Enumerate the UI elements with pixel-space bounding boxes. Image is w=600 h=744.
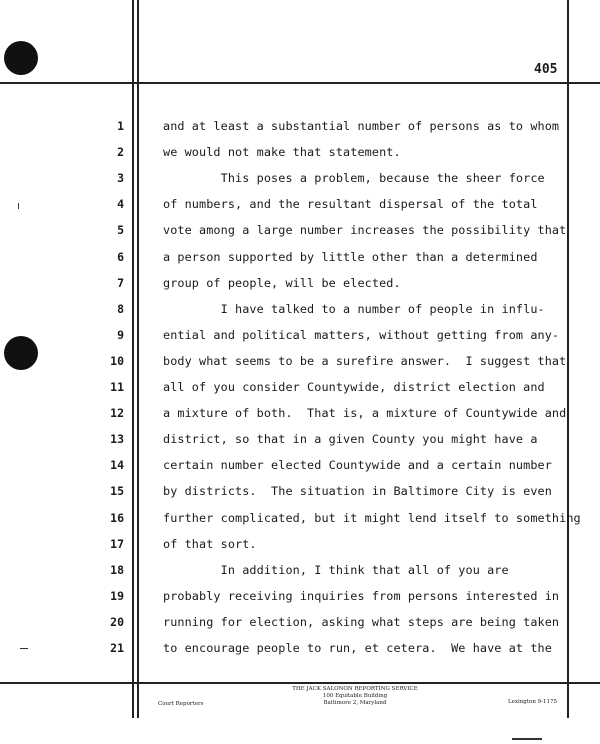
transcript-line: of that sort.: [163, 537, 257, 551]
transcript-line: running for election, asking what steps are being taken: [163, 615, 560, 629]
line-number: 19: [110, 589, 124, 603]
line-number: 4: [117, 197, 124, 211]
scan-mark: [18, 203, 19, 209]
footer-left-label: Court Reporters: [158, 701, 204, 707]
line-number: 12: [110, 406, 124, 420]
transcript-line: a mixture of both. That is, a mixture of Countywide and: [163, 406, 567, 420]
transcript-line: ential and political matters, without getting from any-: [163, 328, 560, 342]
transcript-line: to encourage people to run, et cetera. We have at the: [163, 641, 552, 655]
transcript-line: body what seems to be a surefire answer. I suggest that: [163, 354, 567, 368]
line-number: 5: [117, 223, 124, 237]
transcript-line: a person supported by little other than a determined: [163, 250, 538, 264]
line-number: 21: [110, 641, 124, 655]
line-number: 20: [110, 615, 124, 629]
transcript-line: This poses a problem, because the sheer force: [163, 171, 545, 185]
line-number: 8: [117, 302, 124, 316]
line-number: 2: [117, 145, 124, 159]
transcript-line: district, so that in a given County you might have a: [163, 432, 538, 446]
reporting-service-imprint: [230, 686, 480, 707]
service-address-line2: Baltimore 2, Maryland: [323, 700, 387, 706]
transcript-line: I have talked to a number of people in influ-: [163, 302, 545, 316]
transcript-line: vote among a large number increases the possibility that: [163, 223, 567, 237]
transcript-line: by districts. The situation in Baltimore City is even: [163, 484, 552, 498]
line-number: 3: [117, 171, 124, 185]
line-number: 7: [117, 276, 124, 290]
line-number: 18: [110, 563, 124, 577]
line-number: 1: [117, 119, 124, 133]
right-margin-rule: [567, 0, 569, 718]
transcript-line: all of you consider Countywide, district election and: [163, 380, 545, 394]
line-number: 16: [110, 511, 124, 525]
left-margin-rule-inner: [137, 0, 139, 718]
line-number: 14: [110, 458, 124, 472]
footer-right-label: Lexington 9-1175: [508, 699, 557, 705]
transcript-line: we would not make that statement.: [163, 145, 401, 159]
line-number: 11: [110, 380, 124, 394]
page-number: 405: [534, 62, 558, 77]
left-margin-rule: [132, 0, 134, 718]
line-number: 6: [117, 250, 124, 264]
scan-mark: [512, 738, 542, 740]
transcript-line: probably receiving inquiries from persons interested in: [163, 589, 560, 603]
line-number: 13: [110, 432, 124, 446]
header-rule: [0, 82, 600, 84]
transcript-line: group of people, will be elected.: [163, 276, 401, 290]
transcript-line: of numbers, and the resultant dispersal of the total: [163, 197, 538, 211]
line-number: 17: [110, 537, 124, 551]
line-number: 15: [110, 484, 124, 498]
transcript-line: further complicated, but it might lend itself to something: [163, 511, 581, 525]
binder-hole-middle: [4, 336, 38, 370]
footer-rule: [0, 682, 600, 684]
service-address-line1: 100 Equitable Building: [322, 693, 388, 699]
transcript-line: In addition, I think that all of you are: [163, 563, 509, 577]
transcript-line: certain number elected Countywide and a certain number: [163, 458, 552, 472]
transcript-line: and at least a substantial number of persons as to whom: [163, 119, 560, 133]
scan-mark: [20, 648, 28, 649]
service-name: THE JACK SALONON REPORTING SERVICE: [292, 686, 418, 692]
line-number: 9: [117, 328, 124, 342]
line-number: 10: [110, 354, 124, 368]
binder-hole-top: [4, 41, 38, 75]
